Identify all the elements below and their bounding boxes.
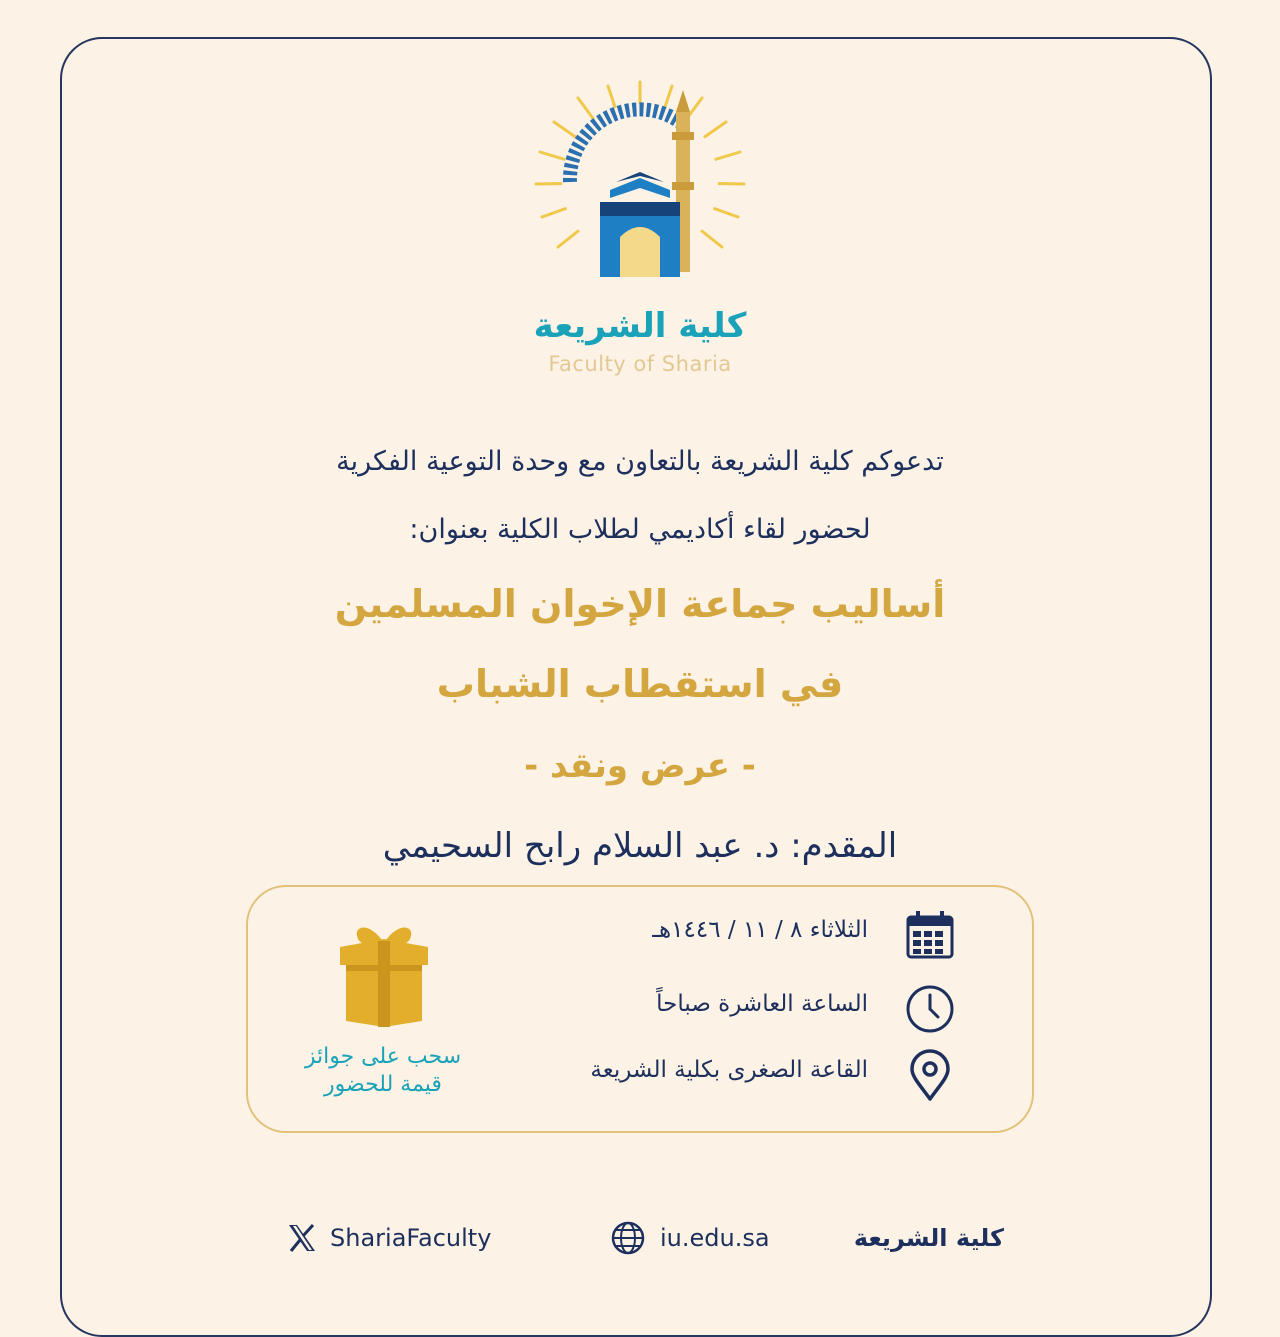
x-handle: ShariaFaculty: [330, 1224, 492, 1252]
event-title-line-2: في استقطاب الشباب: [436, 662, 844, 706]
website-url: iu.edu.sa: [660, 1224, 770, 1252]
place-row: [532, 1047, 1032, 1107]
place-text: القاعة الصغرى بكلية الشريعة: [590, 1057, 868, 1083]
x-logo-icon: [284, 1220, 320, 1256]
faculty-name-english: Faculty of Sharia: [548, 352, 732, 376]
presenter-name: المقدم: د. عبد السلام رابح السحيمي: [382, 826, 898, 866]
faculty-name-arabic: كلية الشريعة: [533, 306, 747, 346]
gift-icon: [334, 915, 434, 1030]
clock-icon: [902, 981, 958, 1037]
date-row: [532, 907, 1032, 967]
event-title-line-1: أساليب جماعة الإخوان المسلمين: [334, 582, 946, 626]
event-details-box: [246, 885, 1034, 1133]
date-text: الثلاثاء ٨ / ١١ / ١٤٤٦هـ: [652, 917, 868, 943]
globe-icon: [610, 1220, 646, 1256]
time-row: [532, 981, 1032, 1041]
x-account-link[interactable]: [284, 1218, 504, 1258]
event-title-line-3: - عرض ونقد -: [524, 746, 756, 786]
time-text: الساعة العاشرة صباحاً: [656, 991, 868, 1017]
invitation-line-1: تدعوكم كلية الشريعة بالتعاون مع وحدة التوعية الفكرية: [336, 446, 944, 477]
prize-line-1: سحب على جوائز: [304, 1044, 462, 1069]
website-link[interactable]: [610, 1218, 810, 1258]
invitation-line-2: لحضور لقاء أكاديمي لطلاب الكلية بعنوان:: [409, 514, 871, 545]
calendar-icon: [902, 907, 958, 963]
prize-line-2: قيمة للحضور: [324, 1072, 442, 1097]
university-logo: [530, 72, 750, 287]
location-pin-icon: [902, 1047, 958, 1103]
footer-faculty-name: كلية الشريعة: [853, 1224, 1004, 1252]
footer-faculty: [853, 1218, 1020, 1258]
